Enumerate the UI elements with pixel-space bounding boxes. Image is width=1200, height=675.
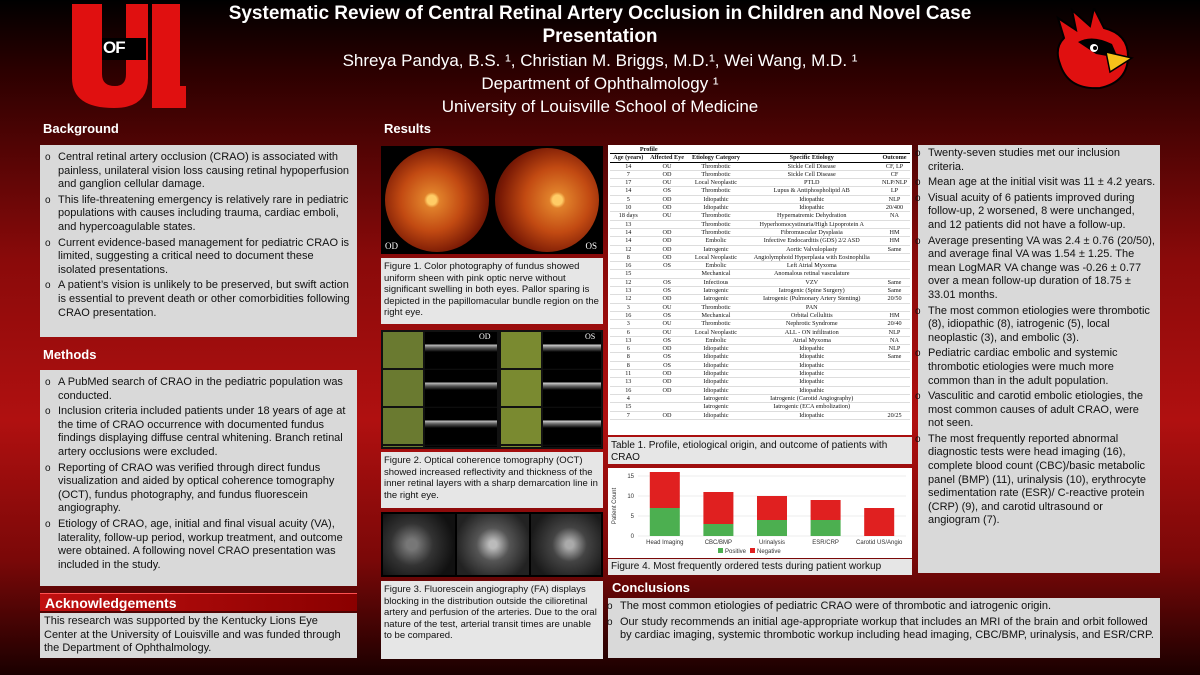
table-cell: 14 (610, 228, 647, 236)
table-cell: Local Neoplastic (687, 179, 744, 187)
background-item: o A patient’s vision is unlikely to be preserved, but swift action is essential to prevent death or other comorbidities following CRAO presentation. (58, 279, 351, 320)
table-row (610, 204, 910, 212)
y-axis-label: Patient Count (612, 487, 618, 525)
fundus-photo-panel (381, 146, 603, 254)
table-cell: Idiopathic (687, 386, 744, 394)
table-cell (879, 370, 910, 378)
table-cell: 13 (610, 378, 647, 386)
table-cell: Idiopathic (744, 370, 879, 378)
table-cell: Embolic (687, 336, 744, 344)
table-row (610, 303, 910, 311)
table-cell: 4 (610, 394, 647, 402)
table-cell: OD (647, 204, 688, 212)
table-cell: Idiopathic (744, 361, 879, 369)
table-cell: OU (647, 303, 688, 311)
table-cell: Idiopathic (687, 345, 744, 353)
table1-caption: Table 1. Profile, etiological origin, and outcome of patients with CRAO (608, 437, 912, 464)
table-cell (879, 303, 910, 311)
x-tick-label: Urinalysis (758, 540, 786, 546)
department: Department of Ophthalmology ¹ (481, 74, 719, 93)
table-cell: HM (879, 228, 910, 236)
oct-od-scan (425, 332, 497, 447)
methods-item: o Inclusion criteria included patients under 18 years of age at the time of CRAO occurrence with documented fundus findings displaying diffuse central whitening. Branch retinal artery occlusions were excluded. (58, 405, 351, 459)
table-cell (647, 270, 688, 278)
legend-label: Negative (757, 549, 781, 555)
table-cell: Fibromuscular Dysplasia (744, 228, 879, 236)
y-tick-label: 5 (630, 514, 634, 520)
poster-title-line2: Presentation (542, 26, 658, 47)
table-cell: Thrombotic (687, 212, 744, 220)
table-cell: 20/25 (879, 411, 910, 419)
table-cell: Same (879, 287, 910, 295)
table-cell: OS (647, 287, 688, 295)
table-row (610, 253, 910, 261)
table-cell: OS (647, 311, 688, 319)
table-cell: OD (647, 170, 688, 178)
table-row (610, 411, 910, 419)
table-cell: OD (647, 253, 688, 261)
table-cell: Idiopathic (687, 361, 744, 369)
table-cell (879, 394, 910, 402)
figure1-caption: Figure 1. Color photography of fundus showed uniform sheen with pink optic nerve without significant swelling in both eyes. Pallor sparing is depicted in the papillomacular bundle region on the right eye. (381, 258, 603, 324)
bar-segment-negative (650, 472, 680, 508)
bar-segment-negative (864, 508, 894, 536)
table-row (610, 336, 910, 344)
table-cell: OD (647, 386, 688, 394)
table-row (610, 187, 910, 195)
table-cell: Thrombotic (687, 162, 744, 170)
table-row (610, 212, 910, 220)
table-cell: OU (647, 320, 688, 328)
table-cell: Iatrogenic (687, 287, 744, 295)
oct-od-thumbs (383, 332, 423, 447)
table-cell: 16 (610, 386, 647, 394)
table-row (610, 394, 910, 402)
table-row (610, 179, 910, 187)
table-cell: Aortic Valvuloplasty (744, 245, 879, 253)
results-heading: Results (384, 121, 431, 136)
table-cell (879, 253, 910, 261)
table-row (610, 386, 910, 394)
table-cell: 15 (610, 403, 647, 411)
table-cell (879, 361, 910, 369)
table-cell (647, 403, 688, 411)
table-cell: PAN (744, 303, 879, 311)
table-cell: 16 (610, 262, 647, 270)
table-cell (647, 220, 688, 228)
table-cell: LP (879, 187, 910, 195)
finding-item: o The most frequently reported abnormal diagnostic tests were head imaging (16), complete blood count (CBC)/basic metabolic panel (BMP) (11), urinalysis (10), erythrocyte sedimentation rate (ESR)/ C-reactive protein (CRP) (9), and carotid ultrasound or angiogram (7). (928, 433, 1156, 528)
oct-od-label: OD (479, 332, 491, 341)
finding-item: o Visual acuity of 6 patients improved during follow-up, 2 worsened, 8 were unchanged, and 12 patients did not have a follow-up. (928, 192, 1156, 233)
figure4-caption: Figure 4. Most frequently ordered tests during patient workup (608, 559, 912, 575)
table-cell (647, 394, 688, 402)
table-cell: OS (647, 187, 688, 195)
fundus-os-label: OS (585, 241, 597, 251)
legend-swatch (750, 548, 755, 553)
table-cell: OD (647, 245, 688, 253)
school: University of Louisville School of Medicine (441, 97, 759, 116)
table-cell: Idiopathic (687, 353, 744, 361)
table-cell: OS (647, 278, 688, 286)
acknowledgements-heading-bar (40, 593, 357, 611)
logo-of-text: OF (103, 38, 125, 57)
fundus-od-image (385, 148, 489, 252)
table-cell (879, 270, 910, 278)
table-cell: Idiopathic (687, 370, 744, 378)
table-cell: Embolic (687, 262, 744, 270)
table-row (610, 262, 910, 270)
table-cell: Thrombotic (687, 303, 744, 311)
table-row (610, 220, 910, 228)
table-cell: Nephrotic Syndrome (744, 320, 879, 328)
conclusions-heading: Conclusions (612, 580, 691, 595)
table-cell: Hypernatremic Dehydration (744, 212, 879, 220)
table-cell: Left Atrial Myxoma (744, 262, 879, 270)
figure3-caption: Figure 3. Fluorescein angiography (FA) displays blocking in the distribution outside the cilioretinal artery and perfusion of the arteries. Due to the oral nature of the test, arterial transit times are unable to be compared. (381, 581, 603, 659)
table-row (610, 370, 910, 378)
table-cell: Idiopathic (744, 204, 879, 212)
table-cell: NA (879, 336, 910, 344)
table-cell: 20/50 (879, 295, 910, 303)
table-header: Outcome (879, 154, 910, 162)
table-cell: OD (647, 345, 688, 353)
table-header: Etiology Category (687, 154, 744, 162)
fa-image-2 (457, 514, 529, 575)
table-cell: OS (647, 336, 688, 344)
bar-segment-positive (811, 520, 841, 536)
table-row (610, 162, 910, 170)
table-cell: Mechanical (687, 311, 744, 319)
table-cell: Embolic (687, 237, 744, 245)
background-item: o Current evidence-based management for pediatric CRAO is limited, suggesting a critical need to document these isolated presentations. (58, 237, 351, 278)
table-cell: Iatrogenic (687, 245, 744, 253)
table-cell: CF, LP (879, 162, 910, 170)
table-cell: Idiopathic (744, 195, 879, 203)
background-box (40, 145, 357, 337)
table-row (610, 361, 910, 369)
table-cell: 8 (610, 253, 647, 261)
finding-item: o Pediatric cardiac embolic and systemic thrombotic etiologies were much more common than in the adult population. (928, 347, 1156, 388)
table-cell: Iatrogenic (Pulmonary Artery Stenting) (744, 295, 879, 303)
table-cell: OU (647, 179, 688, 187)
table-cell: Atrial Myxoma (744, 336, 879, 344)
table-cell: 16 (610, 311, 647, 319)
poster-title: Systematic Review of Central Retinal Artery Occlusion in Children and Novel Case (228, 3, 972, 24)
table-cell: Iatrogenic (ECA embolization) (744, 403, 879, 411)
table-cell: NLP (879, 328, 910, 336)
table-cell: Iatrogenic (Spine Surgery) (744, 287, 879, 295)
table-cell: 18 days (610, 212, 647, 220)
table-cell: Infective Endocarditis (GDS) 2/2 ASD (744, 237, 879, 245)
y-tick-label: 15 (627, 474, 634, 480)
methods-item: o A PubMed search of CRAO in the pediatric population was conducted. (58, 376, 351, 403)
x-tick-label: Carotid US/Angio (856, 540, 903, 546)
conclusions-box (608, 598, 1160, 658)
x-tick-label: Head Imaging (646, 540, 684, 546)
table-cell: 14 (610, 162, 647, 170)
acknowledgements-text: This research was supported by the Kentucky Lions Eye Center at the University of Louisville and was funded through the Department of Ophthalmology. (40, 613, 357, 658)
table-cell: 8 (610, 361, 647, 369)
table-cell (879, 220, 910, 228)
table-cell: 13 (610, 287, 647, 295)
table-row (610, 378, 910, 386)
table-cell: 12 (610, 295, 647, 303)
fundus-od-label: OD (385, 241, 398, 251)
finding-item: o Vasculitic and carotid embolic etiologies, the most common causes of adult CRAO, were not seen. (928, 390, 1156, 431)
table-cell: Idiopathic (744, 386, 879, 394)
bar-segment-positive (650, 508, 680, 536)
table-row (610, 345, 910, 353)
table-cell (879, 262, 910, 270)
table-cell: 20/400 (879, 204, 910, 212)
table-cell: Iatrogenic (Carotid Angiography) (744, 394, 879, 402)
table-cell: Idiopathic (687, 195, 744, 203)
bar-segment-negative (703, 492, 733, 524)
fa-image-1 (383, 514, 455, 575)
etiology-table-box (608, 145, 912, 435)
table-cell: OD (647, 411, 688, 419)
table-row (610, 170, 910, 178)
background-heading: Background (43, 121, 119, 136)
x-tick-label: CBC/BMP (704, 540, 733, 546)
y-tick-label: 0 (630, 534, 634, 540)
table-cell: 14 (610, 237, 647, 245)
table-cell: Infectious (687, 278, 744, 286)
table-cell: OU (647, 162, 688, 170)
table-cell: 3 (610, 320, 647, 328)
conclusion-item: o Our study recommends an initial age-appropriate workup that includes an MRI of the brain and orbit followed by cardiac imaging, systemic thrombotic workup including head imaging, CBC/BMP, urinalysis, and ESR/CRP. (620, 616, 1156, 643)
methods-box (40, 370, 357, 586)
table-row (610, 320, 910, 328)
table-cell: OU (647, 328, 688, 336)
legend-swatch (718, 548, 723, 553)
table-cell: 17 (610, 179, 647, 187)
table-cell: Anomalous retinal vasculature (744, 270, 879, 278)
x-tick-label: ESR/CRP (812, 540, 839, 546)
table-cell: NLP (879, 345, 910, 353)
table-row (610, 270, 910, 278)
table-cell: 8 (610, 353, 647, 361)
table-row (610, 403, 910, 411)
table-row (610, 278, 910, 286)
table-cell (879, 403, 910, 411)
table-cell: 13 (610, 336, 647, 344)
methods-item: o Reporting of CRAO was verified through direct fundus visualization and aided by optical coherence tomography (OCT), fundus photography, and fundus fluorescein angiography. (58, 462, 351, 516)
findings-box (918, 145, 1160, 573)
table-header: Specific Etiology (744, 154, 879, 162)
table-cell: Local Neoplastic (687, 328, 744, 336)
table-row (610, 311, 910, 319)
tests-chart-box (608, 468, 912, 558)
table-cell: OS (647, 361, 688, 369)
table-cell: Sickle Cell Disease (744, 170, 879, 178)
table-cell: 3 (610, 303, 647, 311)
finding-item: o The most common etiologies were thrombotic (8), idiopathic (8), iatrogenic (5), local neoplastic (3), and embolic (3). (928, 305, 1156, 346)
table-cell: NLP (879, 195, 910, 203)
table-header: Affected Eye (647, 154, 688, 162)
table-cell: OD (647, 370, 688, 378)
table-cell: OS (647, 353, 688, 361)
table-cell: 5 (610, 195, 647, 203)
table-row (610, 228, 910, 236)
table-cell: 10 (610, 204, 647, 212)
table-cell: 7 (610, 170, 647, 178)
table-cell: Idiopathic (744, 378, 879, 386)
table-cell: Hyperhomocystinuria/High Lipoprotein A (744, 220, 879, 228)
methods-item: o Etiology of CRAO, age, initial and final visual acuity (VA), laterality, follow-up period, workup treatment, and outcome were obtained. A following novel CRAO presentation was included in the study. (58, 518, 351, 572)
table-cell: Same (879, 353, 910, 361)
table-cell: Orbital Cellulitis (744, 311, 879, 319)
table-cell: CF (879, 170, 910, 178)
table-row (610, 295, 910, 303)
table-cell: Thrombotic (687, 187, 744, 195)
table-cell: Idiopathic (744, 353, 879, 361)
table-cell: Thrombotic (687, 220, 744, 228)
table-cell: ALL - ON infiltration (744, 328, 879, 336)
table-cell: Iatrogenic (687, 394, 744, 402)
conclusion-item: o The most common etiologies of pediatric CRAO were of thrombotic and iatrogenic origin. (620, 600, 1156, 614)
figure2-caption: Figure 2. Optical coherence tomography (OCT) showed increased reflectivity and thickness of the inner retinal layers with a sharp demarcation line in the right eye. (381, 452, 603, 508)
finding-item: o Twenty-seven studies met our inclusion criteria. (928, 147, 1156, 174)
table-row (610, 353, 910, 361)
table-cell: NA (879, 212, 910, 220)
table-cell: HM (879, 237, 910, 245)
table-cell: Sickle Cell Disease (744, 162, 879, 170)
cardinal-mascot-icon (1048, 8, 1134, 90)
background-item: o This life-threatening emergency is relatively rare in pediatric populations with causes including trauma, cardiac emboli, and hypercoagulable states. (58, 194, 351, 235)
fa-image-3 (531, 514, 601, 575)
table-cell: Idiopathic (687, 411, 744, 419)
fundus-os-image (495, 148, 599, 252)
table-row (610, 245, 910, 253)
acknowledgements-heading: Acknowledgements (45, 595, 177, 611)
bar-segment-positive (703, 524, 733, 536)
table-cell: Iatrogenic (687, 403, 744, 411)
oct-os-label: OS (585, 332, 596, 341)
oct-os-thumbs (501, 332, 541, 447)
table-cell: OD (647, 237, 688, 245)
table-cell (879, 386, 910, 394)
oct-os-scan (543, 332, 601, 447)
table-header: Age (years) (610, 154, 647, 162)
table-cell: OD (647, 195, 688, 203)
table-cell: 14 (610, 187, 647, 195)
table-cell: Local Neoplastic (687, 253, 744, 261)
finding-item: o Average presenting VA was 2.4 ± 0.76 (20/50), and average final VA was 1.54 ± 1.25. The mean LogMAR VA change was -0.26 ± 0.77 over a mean follow-up duration of 18.75 ± 33.01 months. (928, 235, 1156, 303)
table-cell: 7 (610, 411, 647, 419)
table-group-header: Profile (610, 146, 687, 154)
table-cell: Idiopathic (687, 204, 744, 212)
table-cell: Same (879, 278, 910, 286)
fluorescein-angiography-panel (381, 512, 603, 577)
table-cell: OD (647, 295, 688, 303)
table-cell: VZV (744, 278, 879, 286)
table-cell: Mechanical (687, 270, 744, 278)
table-row (610, 287, 910, 295)
background-item: o Central retinal artery occlusion (CRAO) is associated with painless, unilateral vision loss causing retinal hypoperfusion and ganglion cellular damage. (58, 151, 351, 192)
table-cell: NLP/NLP (879, 179, 910, 187)
methods-heading: Methods (43, 347, 97, 362)
table-cell: 12 (610, 278, 647, 286)
table-cell: 15 (610, 270, 647, 278)
table-cell: HM (879, 311, 910, 319)
table-cell: Idiopathic (687, 378, 744, 386)
table-cell: 11 (610, 370, 647, 378)
y-tick-label: 10 (627, 494, 634, 500)
table-row (610, 328, 910, 336)
table-cell: Thrombotic (687, 170, 744, 178)
table-cell: 20/40 (879, 320, 910, 328)
table-row (610, 237, 910, 245)
table-cell: 6 (610, 328, 647, 336)
table-cell: OD (647, 378, 688, 386)
table-cell: OD (647, 228, 688, 236)
table-cell: Iatrogenic (687, 295, 744, 303)
table-cell: Idiopathic (744, 345, 879, 353)
table-cell: PTLD (744, 179, 879, 187)
tests-bar-chart (608, 468, 912, 558)
table-cell: 12 (610, 245, 647, 253)
legend-label: Positive (725, 549, 747, 555)
table-cell: Angiolymphoid Hyperplasia with Eosinophilia (744, 253, 879, 261)
table-cell: Lupus & Antiphospholipid AB (744, 187, 879, 195)
finding-item: o Mean age at the initial visit was 11 ± 4.2 years. (928, 176, 1156, 190)
bar-segment-positive (757, 520, 787, 536)
table-cell: Same (879, 245, 910, 253)
oct-panel (381, 330, 603, 449)
table-cell: OS (647, 262, 688, 270)
table-cell: 6 (610, 345, 647, 353)
authors: Shreya Pandya, B.S. ¹, Christian M. Briggs, M.D.¹, Wei Wang, M.D. ¹ (342, 51, 858, 70)
table-cell: 13 (610, 220, 647, 228)
table-cell: OU (647, 212, 688, 220)
etiology-table (610, 146, 910, 420)
table-cell (879, 378, 910, 386)
table-cell: Idiopathic (744, 411, 879, 419)
table-cell: Thrombotic (687, 228, 744, 236)
bar-segment-negative (811, 500, 841, 520)
bar-segment-negative (757, 496, 787, 520)
table-row (610, 195, 910, 203)
table-cell: Thrombotic (687, 320, 744, 328)
